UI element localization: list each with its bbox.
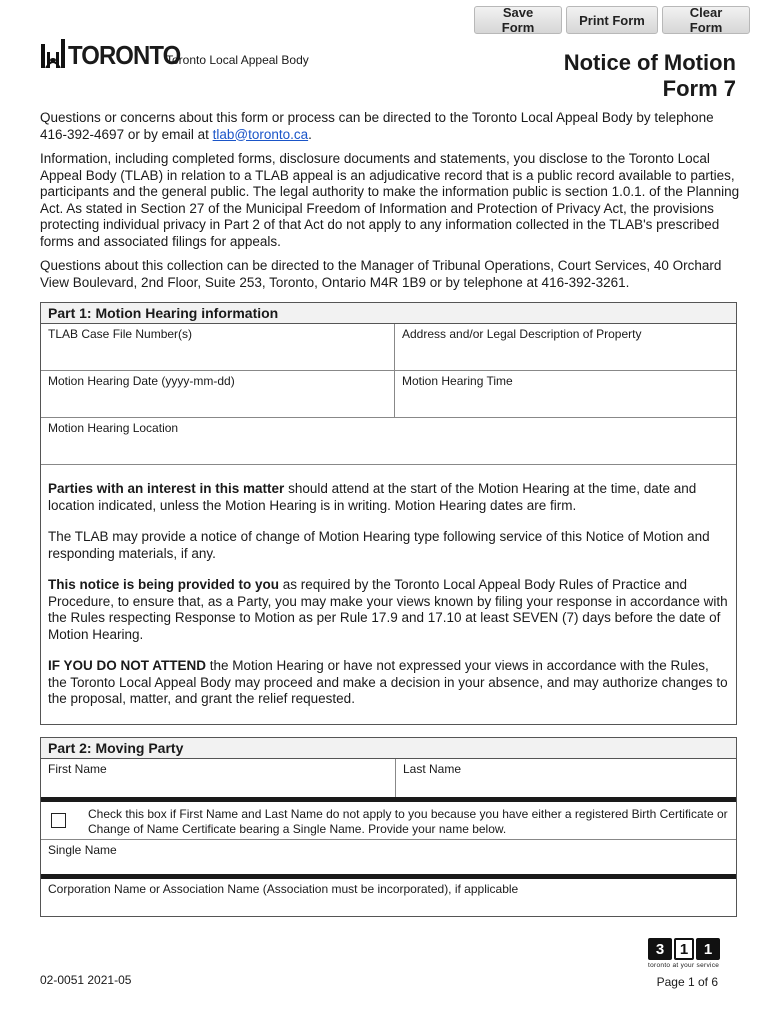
collection-paragraph: Questions about this collection can be directed to the Manager of Tribunal Operations, Court Services, 40 Orchard View Boulevard, 2nd Floor, Suite 253, Toronto, Ontario M4R 1B9 or by telephone at 416-392-3261. [40, 258, 722, 290]
case-file-field[interactable] [41, 324, 395, 370]
save-form-button[interactable]: Save Form [474, 6, 562, 34]
part1-section [40, 302, 737, 725]
part1-row-1 [41, 324, 736, 371]
single-name-checkbox[interactable] [51, 813, 66, 828]
single-name-row [41, 840, 736, 874]
corporation-row [41, 879, 736, 915]
badge-tagline: toronto at your service [648, 962, 720, 969]
311-badge-digits [648, 938, 720, 960]
privacy-paragraph: Information, including completed forms, disclosure documents and statements, you disclose to the Toronto Local Appeal Body (TLAB) in relation to a TLAB appeal is an adjudicative record that is a public record available to parties, participants and the general public. The legal authority to make the information public is section 1.0.1. of the Planning Act. As stated in Section 27 of the Municipal Freedom of Information and Protection of Privacy Act, the provisions protecting individual privacy in Part 2 of that Act do not apply to any information collected in the TLAB's prescribed forms and associated filings for appeals. [40, 151, 740, 249]
corporation-name-field[interactable] [41, 879, 736, 915]
form-title-line2: Form 7 [662, 76, 736, 101]
notice-1-bold: Parties with an interest in this matter [48, 481, 285, 496]
notice-3-text: as required by the Toronto Local Appeal Body Rules of Practice and Procedure, to ensure that, as a Party, you may make your views known by filing your response in accordance with the Rules respecting Response to Motion as per Rule 17.9 and 17.10 at least SEVEN (7) days before the date of Motion Hearing. [48, 577, 728, 642]
notice-paragraph-3 [48, 577, 728, 643]
first-name-label: First Name [48, 762, 107, 776]
notice-paragraph-4 [48, 658, 728, 708]
part2-name-row [41, 759, 736, 797]
part2-heading: Part 2: Moving Party [41, 738, 736, 759]
part1-row-2 [41, 371, 736, 418]
intro-contact-paragraph [40, 110, 740, 143]
email-link[interactable]: tlab@toronto.ca [212, 126, 309, 142]
clear-form-button[interactable]: Clear Form [662, 6, 750, 34]
single-name-check-text: Check this box if First Name and Last Name do not apply to you because you have either a registered Birth Certificate or Change of Name Certificate bearing a Single Name. Provide your name below. [88, 807, 728, 836]
form-title [564, 50, 736, 102]
hearing-time-field[interactable] [395, 371, 736, 417]
single-name-field[interactable] [41, 840, 736, 874]
address-field[interactable] [395, 324, 736, 370]
logo-text: TORONTO [68, 40, 181, 70]
badge-digit-2: 1 [674, 938, 694, 960]
badge-digit-3: 1 [696, 938, 720, 960]
notice-4-text: the Motion Hearing or have not expressed your views in accordance with the Rules, the Toronto Local Appeal Body may proceed and make a decision in your absence, and may authorize changes to the proposal, matter, and grant the relief requested. [48, 658, 728, 706]
contact-text-end: . [308, 126, 312, 142]
single-name-label: Single Name [48, 843, 117, 857]
notice-3-bold: This notice is being provided to you [48, 577, 280, 592]
part1-heading: Part 1: Motion Hearing information [41, 303, 736, 324]
case-file-label: TLAB Case File Number(s) [48, 327, 193, 341]
hearing-location-label: Motion Hearing Location [48, 421, 179, 435]
part2-section [40, 737, 737, 917]
form-title-line1: Notice of Motion [563, 50, 736, 75]
page-number: Page 1 of 6 [656, 975, 718, 989]
form-code: 02-0051 2021-05 [40, 973, 132, 987]
notice-text-block [41, 465, 736, 716]
last-name-label: Last Name [403, 762, 462, 776]
badge-digit-1: 3 [648, 938, 672, 960]
notice-1-text: should attend at the start of the Motion Hearing at the time, date and location indicated, unless the Motion Hearing is in writing. Motion Hearing dates are firm. [48, 481, 697, 513]
agency-name: Toronto Local Appeal Body [166, 53, 309, 67]
311-badge [648, 938, 720, 969]
single-name-check-row [41, 802, 736, 840]
hearing-date-label: Motion Hearing Date (yyyy-mm-dd) [48, 374, 235, 388]
print-form-button[interactable]: Print Form [566, 6, 658, 34]
corporation-name-label: Corporation Name or Association Name (Association must be incorporated), if applicable [48, 882, 519, 896]
notice-4-bold: IF YOU DO NOT ATTEND [48, 658, 206, 673]
hearing-time-label: Motion Hearing Time [402, 374, 513, 388]
form-toolbar [474, 6, 750, 34]
address-label: Address and/or Legal Description of Property [402, 327, 642, 341]
city-hall-icon [40, 38, 66, 68]
contact-text: Questions or concerns about this form or process can be directed to the Toronto Local Appeal Body by telephone 416-392-4697 or by email at [40, 110, 714, 142]
notice-paragraph-1 [48, 481, 728, 514]
first-name-field[interactable] [41, 759, 396, 797]
hearing-location-field[interactable] [41, 418, 736, 464]
last-name-field[interactable] [396, 759, 736, 797]
notice-paragraph-2: The TLAB may provide a notice of change of Motion Hearing type following service of this Notice of Motion and responding materials, if any. [48, 529, 710, 561]
part1-row-3 [41, 418, 736, 465]
hearing-date-field[interactable] [41, 371, 395, 417]
